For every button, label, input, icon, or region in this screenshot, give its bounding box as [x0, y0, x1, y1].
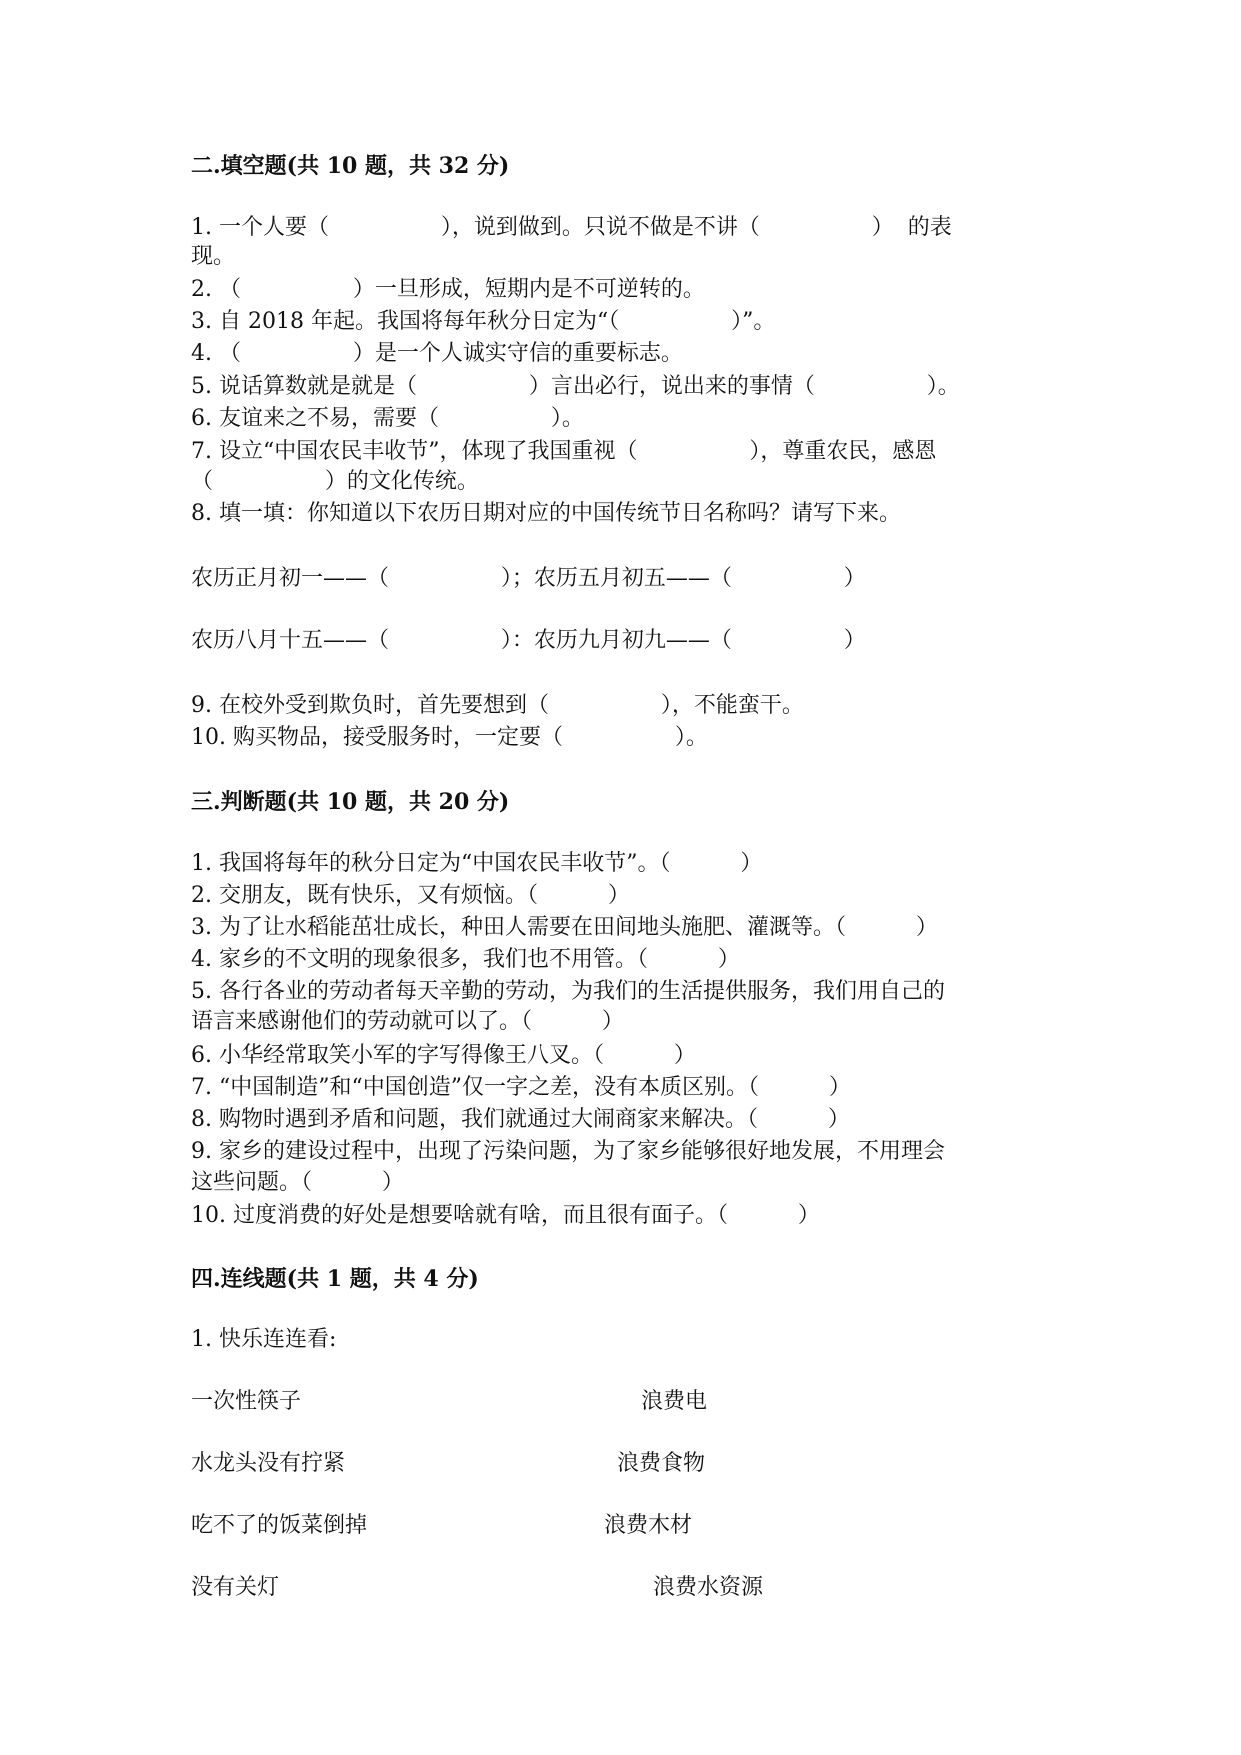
match-right-item: 浪费水资源: [653, 1575, 764, 1600]
fill-question-8-row1: 农历正月初一——（ ）；农历五月初五——（ ）: [191, 566, 866, 591]
match-right-item: 浪费食物: [617, 1451, 706, 1476]
judge-question-6: 6. 小华经常取笑小军的字写得像王八叉。（ ）: [191, 1043, 696, 1068]
judge-question-9-line2: 这些问题。（ ）: [191, 1170, 404, 1195]
judge-question-5-line2: 语言来感谢他们的劳动就可以了。（ ）: [191, 1009, 624, 1034]
judge-question-4: 4. 家乡的不文明的现象很多，我们也不用管。（ ）: [191, 947, 740, 972]
judge-question-7: 7. “中国制造”和“中国创造”仅一字之差，没有本质区别。（ ）: [191, 1075, 851, 1100]
fill-question-7-line1: 7. 设立“中国农民丰收节”，体现了我国重视（ ），尊重农民，感恩: [191, 439, 937, 464]
match-right-item: 浪费木材: [604, 1513, 693, 1538]
judge-question-8: 8. 购物时遇到矛盾和问题，我们就通过大闹商家来解决。（ ）: [191, 1107, 850, 1132]
match-left-item: 没有关灯: [191, 1575, 280, 1600]
fill-question-8: 8. 填一填：你知道以下农历日期对应的中国传统节日名称吗？请写下来。: [191, 501, 901, 526]
fill-question-9: 9. 在校外受到欺负时，首先要想到（ ），不能蛮干。: [191, 693, 804, 718]
judge-question-2: 2. 交朋友，既有快乐，又有烦恼。（ ）: [191, 883, 630, 908]
fill-question-2: 2. （ ）一旦形成，短期内是不可逆转的。: [191, 277, 705, 302]
fill-question-6: 6. 友谊来之不易，需要（ ）。: [191, 406, 584, 431]
fill-question-7-line2: （ ）的文化传统。: [191, 469, 479, 494]
fill-question-5: 5. 说话算数就是就是（ ）言出必行，说出来的事情（ ）。: [191, 374, 960, 399]
match-left-item: 水龙头没有拧紧: [191, 1451, 346, 1476]
fill-question-1-line2: 现。: [191, 244, 236, 269]
section2-heading: 二.填空题(共 10 题，共 32 分): [191, 153, 510, 179]
section4-heading: 四.连线题(共 1 题，共 4 分): [191, 1266, 479, 1292]
fill-question-10: 10. 购买物品，接受服务时，一定要（ ）。: [191, 725, 708, 750]
match-question-1: 1. 快乐连连看:: [191, 1327, 337, 1352]
fill-question-1-line1: 1. 一个人要（ ），说到做到。只说不做是不讲（ ） 的表: [191, 215, 952, 240]
judge-question-5-line1: 5. 各行各业的劳动者每天辛勤的劳动，为我们的生活提供服务，我们用自己的: [191, 979, 945, 1004]
judge-question-3: 3. 为了让水稻能茁壮成长，种田人需要在田间地头施肥、灌溉等。（ ）: [191, 915, 938, 940]
match-left-item: 一次性筷子: [191, 1389, 302, 1414]
section3-heading: 三.判断题(共 10 题，共 20 分): [191, 789, 510, 815]
judge-question-1: 1. 我国将每年的秋分日定为“中国农民丰收节”。（ ）: [191, 851, 763, 876]
judge-question-10: 10. 过度消费的好处是想要啥就有啥，而且很有面子。（ ）: [191, 1203, 820, 1228]
fill-question-8-row2: 农历八月十五——（ ）：农历九月初九——（ ）: [191, 628, 866, 653]
match-left-item: 吃不了的饭菜倒掉: [191, 1513, 368, 1538]
judge-question-9-line1: 9. 家乡的建设过程中，出现了污染问题，为了家乡能够很好地发展，不用理会: [191, 1139, 945, 1164]
match-right-item: 浪费电: [641, 1389, 708, 1414]
fill-question-3: 3. 自 2018 年起。我国将每年秋分日定为“（ ）”。: [191, 309, 776, 334]
fill-question-4: 4. （ ）是一个人诚实守信的重要标志。: [191, 341, 683, 366]
